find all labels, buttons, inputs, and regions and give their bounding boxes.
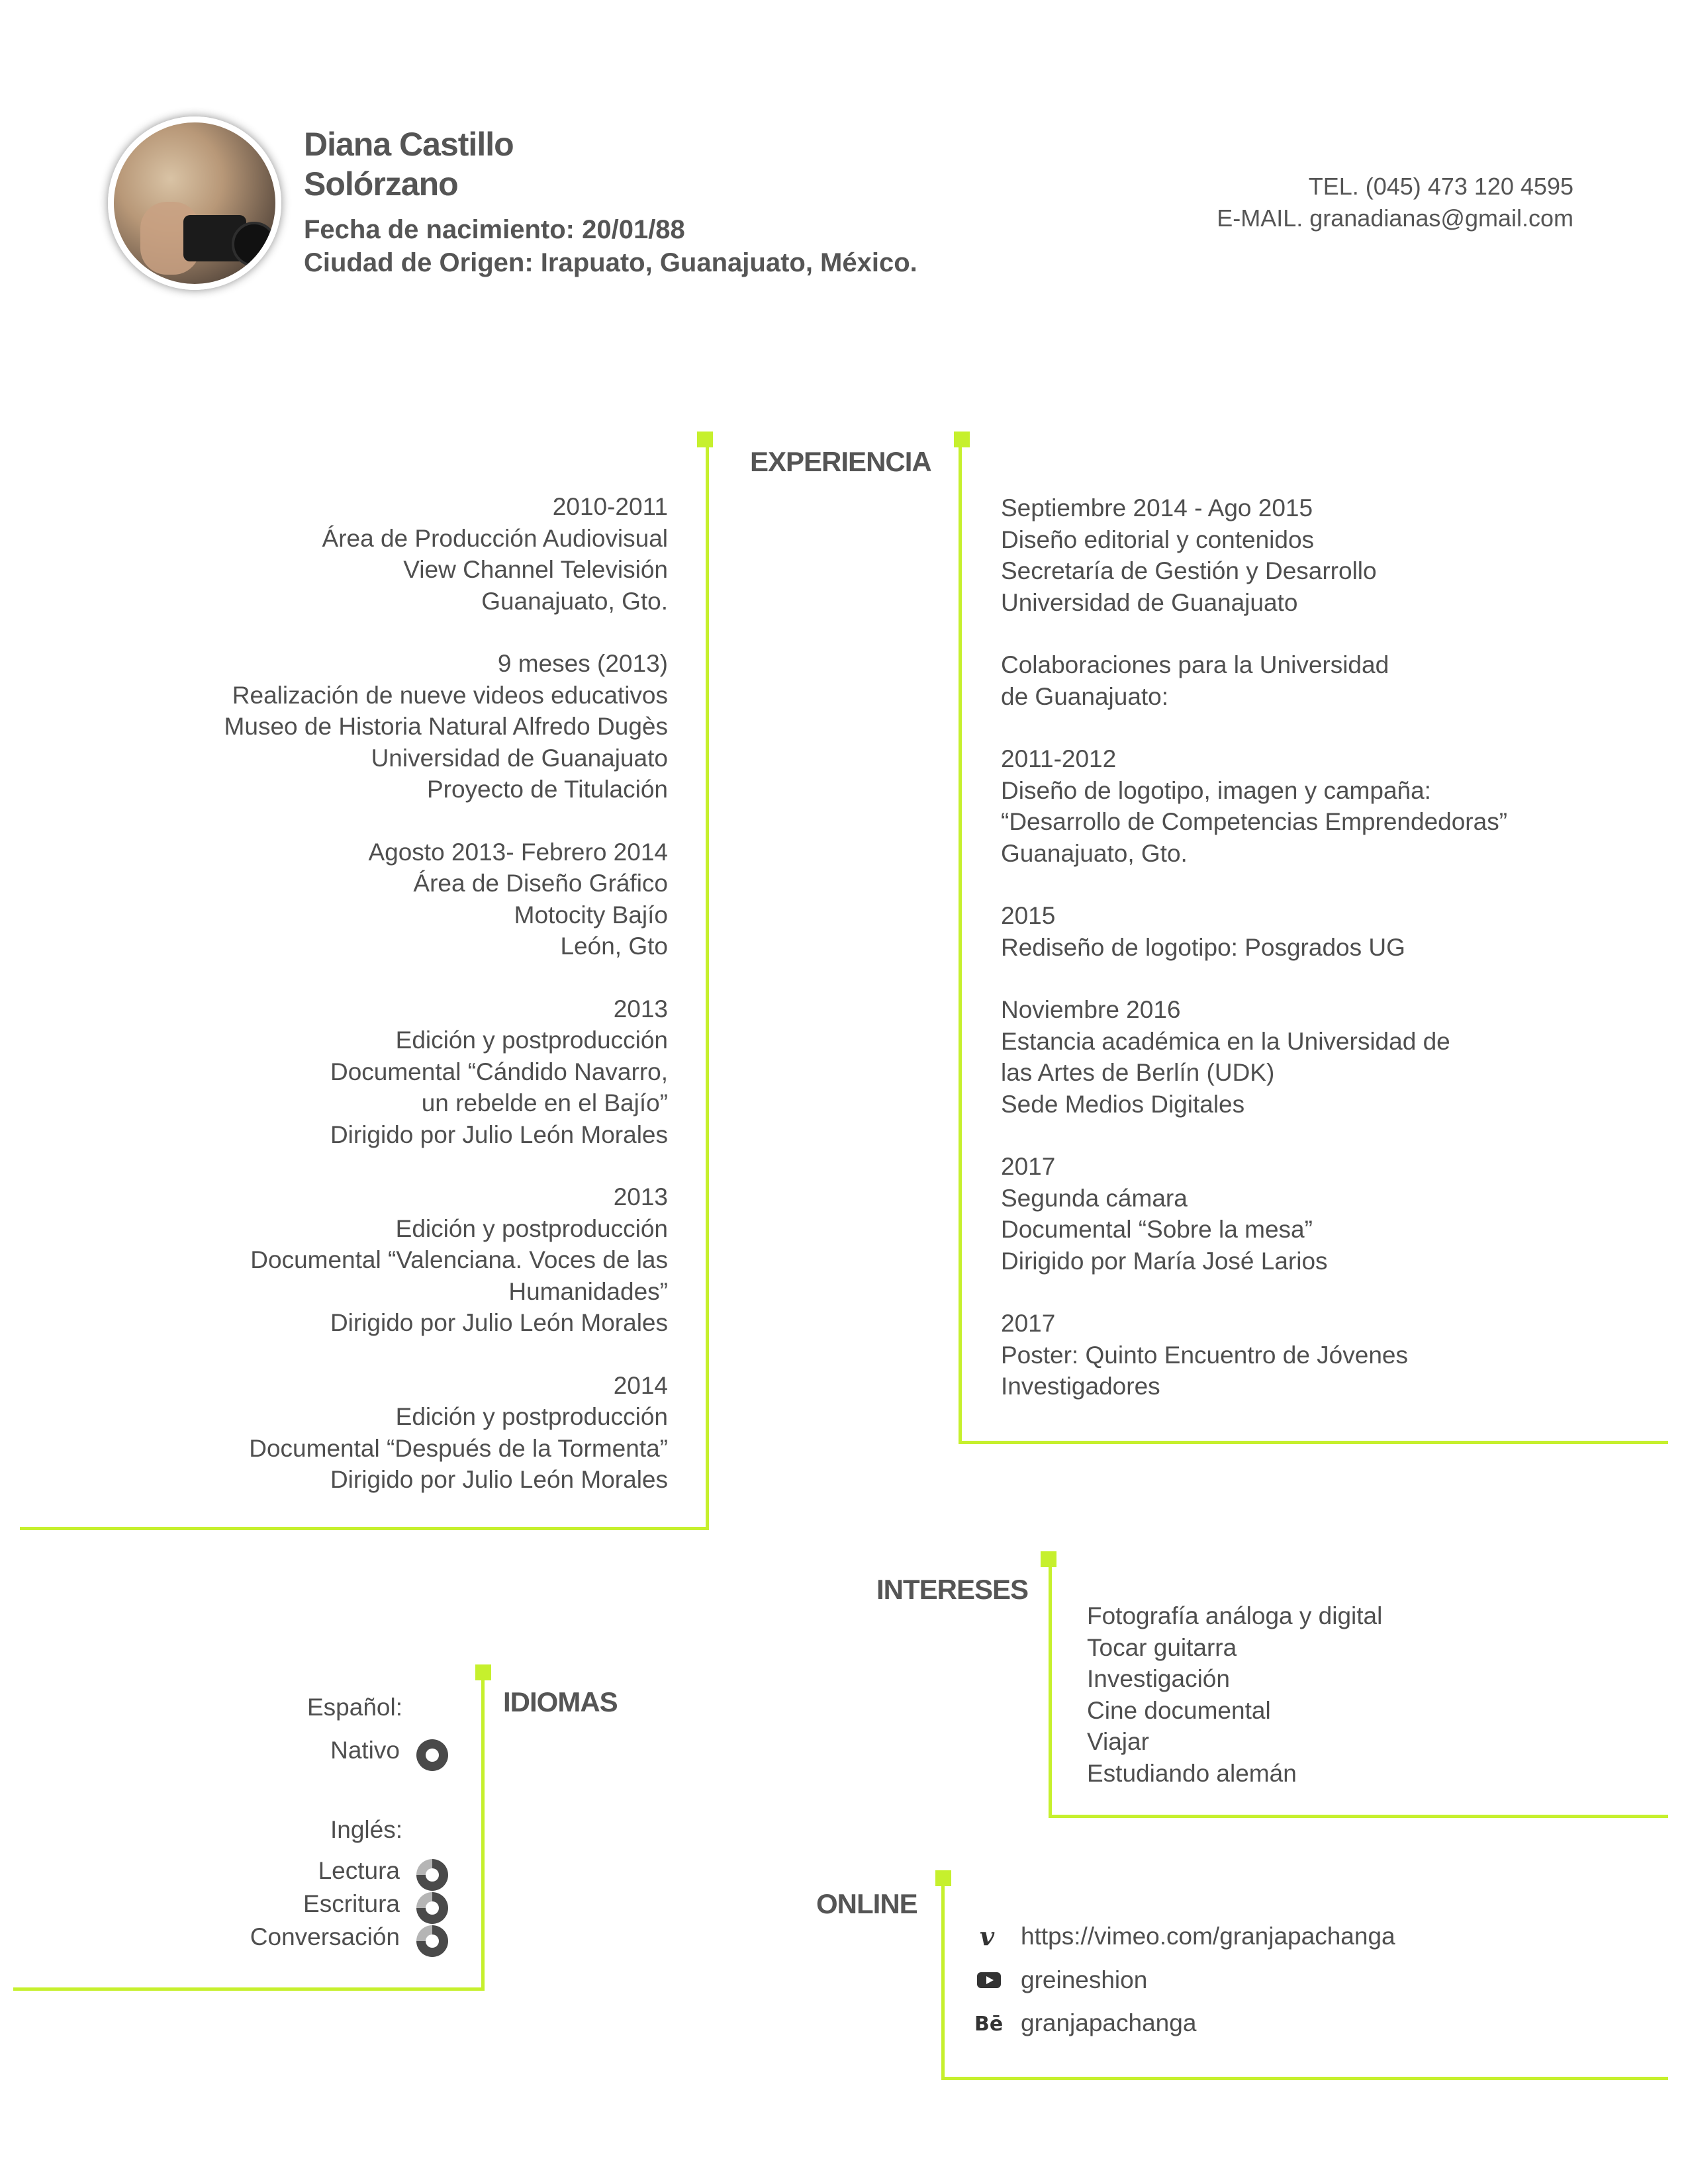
entry-line: Documental “Después de la Tormenta” — [249, 1434, 668, 1462]
vimeo-link[interactable]: https://vimeo.com/granjapachanga — [1021, 1923, 1395, 1950]
entry-line: Secretaría de Gestión y Desarrollo — [1001, 557, 1377, 584]
phone: TEL. (045) 473 120 4595 — [1308, 173, 1573, 200]
entry-line: Rediseño de logotipo: Posgrados UG — [1001, 933, 1405, 961]
entry-line: Área de Producción Audiovisual — [322, 524, 668, 552]
entry-line: 2015 — [1001, 902, 1056, 929]
online-vimeo[interactable] — [973, 1923, 1395, 1950]
entry-line: 2011-2012 — [1001, 745, 1117, 772]
entry-line: 2017 — [1001, 1153, 1056, 1180]
profile-photo — [108, 116, 281, 290]
section-title-online: ONLINE — [816, 1888, 917, 1919]
entry-line: Edición y postproducción — [395, 1026, 668, 1054]
entry-line: 9 meses (2013) — [497, 650, 668, 677]
level-partial-icon — [416, 1925, 448, 1957]
interest-item: Cine documental — [1087, 1696, 1271, 1724]
interest-item: Estudiando alemán — [1087, 1759, 1297, 1787]
behance-icon — [973, 2012, 1005, 2034]
english-skill-speaking: Conversación — [250, 1923, 400, 1950]
entry-line: Guanajuato, Gto. — [1001, 839, 1188, 867]
experience-entry — [1001, 900, 1507, 963]
vimeo-icon — [973, 1923, 1005, 1950]
entry-line: Universidad de Guanajuato — [1001, 588, 1298, 616]
entry-line: Documental “Cándido Navarro, — [330, 1058, 668, 1085]
level-full-icon — [416, 1739, 448, 1771]
entry-line: Guanajuato, Gto. — [481, 587, 668, 615]
entry-line: 2017 — [1001, 1310, 1056, 1337]
entry-line: Dirigido por María José Larios — [1001, 1247, 1328, 1275]
entry-line: Dirigido por Julio León Morales — [330, 1309, 668, 1336]
accent-square — [954, 432, 970, 447]
entry-line: Edición y postproducción — [395, 1403, 668, 1430]
experience-entry — [224, 1181, 668, 1339]
interest-item: Investigación — [1087, 1665, 1230, 1692]
entry-line: 2013 — [613, 995, 668, 1023]
language-english: Inglés: — [330, 1816, 402, 1843]
accent-line — [481, 1664, 485, 1991]
entry-line: Motocity Bajío — [514, 901, 668, 929]
english-skill-writing: Escritura — [303, 1890, 400, 1917]
entry-line: Colaboraciones para la Universidad — [1001, 651, 1389, 678]
experience-entry — [1001, 492, 1507, 618]
entry-line: View Channel Televisión — [403, 556, 668, 583]
photo-lens — [232, 222, 277, 267]
accent-line — [959, 1441, 1668, 1444]
interest-item: Viajar — [1087, 1728, 1149, 1755]
section-title-idiomas: IDIOMAS — [503, 1686, 618, 1717]
section-title-experiencia: EXPERIENCIA — [750, 446, 931, 477]
name-line1: Diana Castillo — [304, 126, 514, 163]
entry-line: de Guanajuato: — [1001, 682, 1169, 710]
svg-text:Bē: Bē — [974, 2013, 1004, 2034]
accent-line — [941, 1870, 945, 2080]
entry-line: 2013 — [613, 1183, 668, 1210]
accent-line — [13, 1987, 485, 1991]
experience-right-column — [1001, 492, 1507, 1433]
entry-line: Septiembre 2014 - Ago 2015 — [1001, 494, 1313, 522]
entry-line: las Artes de Berlín (UDK) — [1001, 1059, 1275, 1086]
entry-line: Dirigido por Julio León Morales — [330, 1120, 668, 1148]
spanish-level: Nativo — [330, 1737, 400, 1764]
entry-line: Diseño de logotipo, imagen y campaña: — [1001, 776, 1431, 804]
entry-line: un rebelde en el Bajío” — [421, 1089, 668, 1116]
entry-line: Humanidades” — [508, 1277, 668, 1305]
svg-text:v: v — [980, 1923, 995, 1950]
experience-entry — [1001, 649, 1507, 712]
entry-line: Estancia académica en la Universidad de — [1001, 1027, 1450, 1055]
entry-line: Sede Medios Digitales — [1001, 1090, 1245, 1118]
section-title-intereses: INTERESES — [876, 1574, 1029, 1605]
english-skill-reading: Lectura — [318, 1857, 400, 1884]
experience-entry — [224, 648, 668, 805]
entry-line: Noviembre 2016 — [1001, 996, 1181, 1023]
email[interactable]: E-MAIL. granadianas@gmail.com — [1217, 205, 1573, 232]
entry-line: Agosto 2013- Febrero 2014 — [368, 838, 668, 866]
accent-line — [1049, 1551, 1052, 1818]
experience-left-column — [224, 491, 668, 1527]
entry-line: Poster: Quinto Encuentro de Jóvenes — [1001, 1341, 1408, 1369]
experience-entry — [224, 1370, 668, 1496]
level-partial-icon — [416, 1859, 448, 1891]
entry-line: 2014 — [613, 1371, 668, 1399]
entry-line: Área de Diseño Gráfico — [413, 870, 668, 897]
entry-line: Realización de nueve videos educativos — [232, 681, 668, 709]
experience-entry — [224, 491, 668, 617]
youtube-icon — [973, 1970, 1005, 1990]
entry-line: Dirigido por Julio León Morales — [330, 1466, 668, 1493]
online-behance[interactable] — [973, 2009, 1196, 2037]
interest-item: Fotografía análoga y digital — [1087, 1602, 1383, 1629]
origin-city: Ciudad de Origen: Irapuato, Guanajuato, México. — [304, 248, 917, 277]
experience-entry — [1001, 1308, 1507, 1402]
entry-line: Proyecto de Titulación — [426, 776, 668, 803]
experience-entry — [224, 837, 668, 962]
experience-entry — [1001, 994, 1507, 1120]
accent-line — [959, 432, 962, 1444]
entry-line: Documental “Valenciana. Voces de las — [250, 1246, 668, 1273]
experience-entry — [1001, 743, 1507, 869]
online-youtube[interactable] — [973, 1966, 1147, 1994]
accent-line — [706, 432, 709, 1530]
youtube-handle[interactable]: greineshion — [1021, 1966, 1148, 1993]
behance-handle[interactable]: granjapachanga — [1021, 2009, 1197, 2036]
entry-line: León, Gto — [560, 933, 668, 960]
bio-info — [304, 213, 917, 279]
accent-line — [1049, 1815, 1668, 1818]
birth-date: Fecha de nacimiento: 20/01/88 — [304, 215, 685, 244]
name-line2: Solórzano — [304, 165, 458, 203]
contact-info — [1217, 171, 1573, 234]
accent-line — [941, 2077, 1668, 2080]
entry-line: Universidad de Guanajuato — [371, 744, 668, 772]
full-name — [304, 124, 514, 204]
accent-square — [697, 432, 713, 447]
accent-line — [20, 1527, 709, 1530]
language-spanish: Español: — [307, 1694, 402, 1721]
interests-list — [1087, 1600, 1382, 1789]
entry-line: Documental “Sobre la mesa” — [1001, 1216, 1313, 1243]
experience-entry — [224, 993, 668, 1151]
interest-item: Tocar guitarra — [1087, 1633, 1237, 1661]
entry-line: Segunda cámara — [1001, 1184, 1188, 1212]
level-partial-icon — [416, 1892, 448, 1924]
entry-line: Diseño editorial y contenidos — [1001, 525, 1315, 553]
experience-entry — [1001, 1151, 1507, 1277]
entry-line: 2010-2011 — [552, 493, 668, 520]
entry-line: Investigadores — [1001, 1373, 1160, 1400]
entry-line: Museo de Historia Natural Alfredo Dugès — [224, 713, 668, 740]
entry-line: “Desarrollo de Competencias Emprendedoras” — [1001, 808, 1508, 835]
entry-line: Edición y postproducción — [395, 1214, 668, 1242]
